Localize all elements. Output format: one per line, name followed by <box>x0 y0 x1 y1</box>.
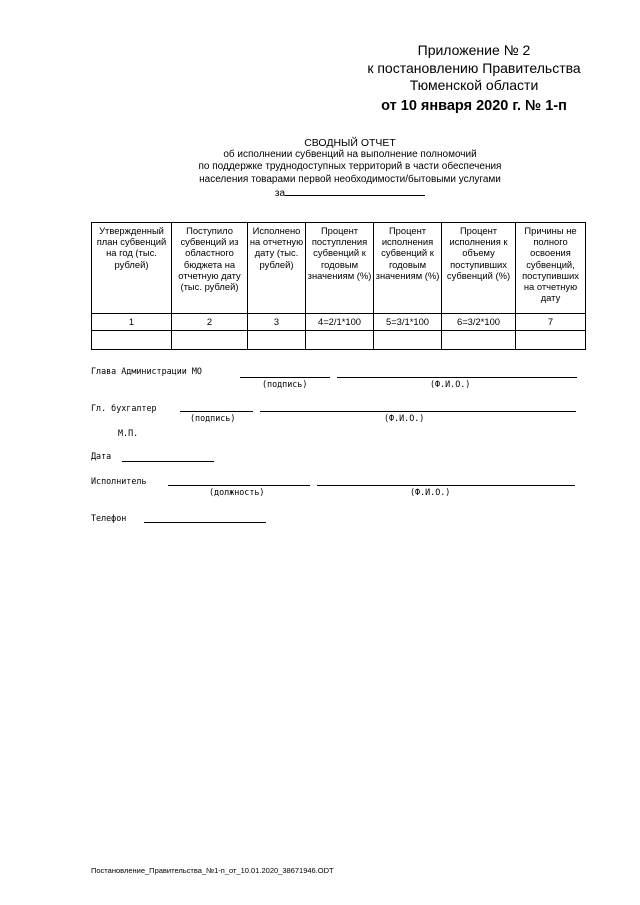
appendix-block <box>354 42 594 115</box>
empty-cell <box>442 331 516 350</box>
executor-label: Исполнитель <box>91 476 147 486</box>
report-period <box>150 186 550 200</box>
executor-fio-caption: (Ф.И.О.) <box>410 487 451 497</box>
appendix-title: Приложение № 2 <box>417 42 531 58</box>
appendix-region: Тюменской области <box>409 77 539 93</box>
empty-cell <box>374 331 442 350</box>
date-label: Дата <box>91 451 112 461</box>
number-cell: 3 <box>248 314 306 331</box>
executor-position-line <box>168 485 310 486</box>
header-cell-plan: Утвержденный план субвенций на год (тыс. рублей) <box>92 223 172 314</box>
head-label: Глава Администрации МО <box>91 366 202 376</box>
report-heading: СВОДНЫЙ ОТЧЕТ <box>304 137 396 149</box>
executor-position-caption: (должность) <box>209 487 265 497</box>
empty-cell <box>248 331 306 350</box>
accountant-fio-line <box>260 411 576 412</box>
footer-filename: Постановление_Правительства_№1-п_от_10.01.2020_38671946.ODT <box>91 866 334 875</box>
report-subtitle-line-1: об исполнении субвенций на выполнение полномочий <box>223 149 477 161</box>
head-signature-line <box>240 377 330 378</box>
report-table <box>91 222 586 350</box>
empty-cell <box>172 331 248 350</box>
number-cell: 7 <box>516 314 586 331</box>
empty-cell <box>516 331 586 350</box>
number-cell: 4=2/1*100 <box>306 314 374 331</box>
appendix-decree: к постановлению Правительства <box>367 59 581 76</box>
head-fio-line <box>337 377 577 378</box>
period-blank-line <box>285 186 425 196</box>
phone-line <box>144 522 266 523</box>
report-subtitle-line-2: по поддержке труднодоступных территорий в части обеспечения <box>198 161 502 173</box>
number-cell: 1 <box>92 314 172 331</box>
accountant-fio-caption: (Ф.И.О.) <box>384 413 425 423</box>
number-cell: 2 <box>172 314 248 331</box>
header-cell-execution-percent: Процент исполнения субвенций к годовым значениям (%) <box>374 223 442 314</box>
accountant-signature-caption: (подпись) <box>190 413 236 423</box>
header-cell-reasons: Причины не полного освоения субвенций, поступивших на отчетную дату <box>516 223 586 314</box>
period-prefix: за <box>274 187 286 199</box>
report-subtitle-line-3: населения товарами первой необходимости/бытовыми услугами <box>199 173 501 185</box>
head-fio-caption: (Ф.И.О.) <box>430 379 471 389</box>
table-header-row <box>92 223 586 314</box>
table-number-row <box>92 314 586 331</box>
number-cell: 5=3/1*100 <box>374 314 442 331</box>
appendix-date: от 10 января 2020 г. № 1-п <box>381 97 567 114</box>
phone-label: Телефон <box>91 513 127 523</box>
empty-cell <box>306 331 374 350</box>
accountant-signature-line <box>180 411 253 412</box>
head-signature-caption: (подпись) <box>262 379 308 389</box>
seal-label: М.П. <box>118 428 139 438</box>
header-cell-received: Поступило субвенций из областного бюджета на отчетную дату (тыс. рублей) <box>172 223 248 314</box>
empty-cell <box>92 331 172 350</box>
report-title-block <box>150 137 550 200</box>
date-line <box>122 461 214 462</box>
executor-fio-line <box>317 485 575 486</box>
header-cell-executed: Исполнено на отчетную дату (тыс. рублей) <box>248 223 306 314</box>
table-empty-row <box>92 331 586 350</box>
header-cell-receipt-percent: Процент поступления субвенций к годовым значениям (%) <box>306 223 374 314</box>
number-cell: 6=3/2*100 <box>442 314 516 331</box>
header-cell-execution-received-percent: Процент исполнения к объему поступивших субвенций (%) <box>442 223 516 314</box>
accountant-label: Гл. бухгалтер <box>91 403 157 413</box>
